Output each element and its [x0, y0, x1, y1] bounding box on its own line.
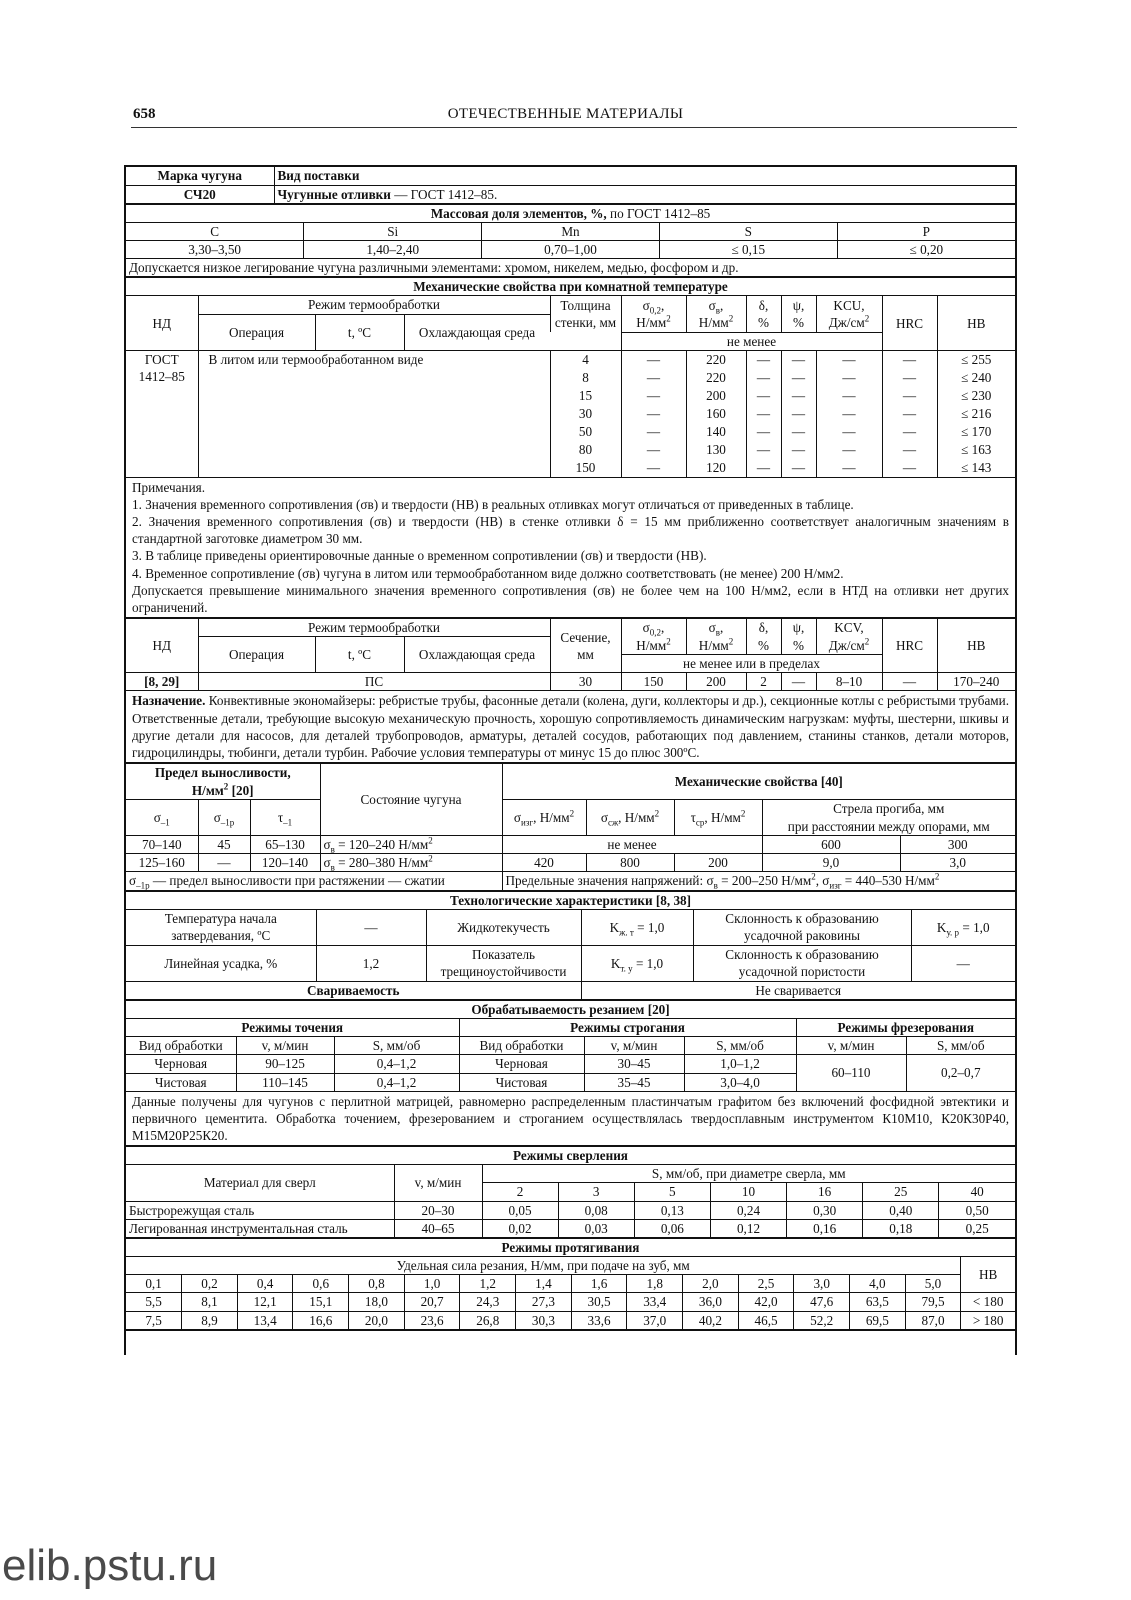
drill-feed-value: 0,40 — [863, 1201, 939, 1219]
mech1-cell-hb: ≤ 240 — [961, 369, 992, 385]
broach-feed: 2,0 — [683, 1275, 739, 1293]
broach-feed: 1,0 — [404, 1275, 460, 1293]
tech-title: Технологические характеристики [8, 38] — [126, 891, 1015, 909]
mach-row1-v1: 90–125 — [236, 1055, 334, 1073]
mech1-hrc-header: HRC — [882, 296, 937, 350]
composition-element: Si — [304, 222, 482, 240]
turning-title: Режимы точения — [126, 1019, 459, 1037]
mech2-nd-value: [8, 29] — [126, 673, 198, 691]
mech2-nd-header: НД — [126, 619, 198, 673]
drill-diameter: 5 — [634, 1183, 710, 1201]
tech-crack-label: Показатель трещиноустойчивости — [426, 945, 581, 981]
mech1-cell-hb: ≤ 170 — [961, 423, 992, 439]
composition-value: 3,30–3,50 — [126, 240, 304, 258]
mech2-temp-header: t, ºC — [315, 637, 404, 673]
drill-material: Легированная инструментальная сталь — [126, 1219, 394, 1237]
broach-feed: 0,6 — [293, 1275, 349, 1293]
composition-value: ≤ 0,20 — [837, 240, 1015, 258]
mech1-col-sb — [686, 350, 746, 477]
broach-feed: 0,2 — [182, 1275, 238, 1293]
mech2-kcv-value: 8–10 — [816, 673, 882, 691]
broach-force-value: 36,0 — [683, 1293, 739, 1311]
fatigue-deflection-header: Стрела прогиба, мм при расстоянии между опорами, мм — [762, 800, 1015, 836]
fatigue-footnote-left: $\sigma_{-1р}$ — предел выносливости при растяжении — сжатии — [126, 872, 502, 890]
mech1-cell-hb: ≤ 163 — [961, 441, 992, 457]
composition-title — [126, 204, 1015, 222]
note-line: Допускается превышение минимального значения временного сопротивления (σв) не более чем на 100 Н/мм2, если в НТД на отливки нет других ограничений. — [132, 582, 1009, 615]
fatigue-t1-header: $\tau_{-1}$ — [250, 800, 320, 836]
milling-s-value: 0,2–0,7 — [906, 1055, 1015, 1091]
mech1-cell-k: — — [842, 369, 856, 385]
broach-force-value: 26,8 — [460, 1311, 516, 1330]
mech1-cell-p: — — [791, 369, 806, 385]
composition-element: C — [126, 222, 304, 240]
mech1-cell-p: — — [791, 351, 806, 367]
broach-force-value: 33,6 — [571, 1311, 627, 1330]
mach-row1-s2: 1,0–1,2 — [684, 1055, 796, 1073]
tech-porosity-label: Склонность к образованию усадочной пористости — [693, 945, 911, 981]
running-title: ОТЕЧЕСТВЕННЫЕ МАТЕРИАЛЫ — [447, 106, 684, 122]
mech1-sb-header: $\sigma_в$, $Н/мм^2$ — [686, 296, 746, 332]
fatigue-val-300: 3,0 — [900, 854, 1015, 872]
broach-force-value: 30,3 — [516, 1311, 572, 1330]
mech1-cell-hb: ≤ 216 — [961, 405, 992, 421]
fatigue-row2-s1: 125–160 — [126, 854, 198, 872]
broach-force-value: 42,0 — [738, 1293, 794, 1311]
mech1-cell-sb: 140 — [706, 423, 726, 439]
machining-table — [126, 1000, 1015, 1146]
composition-title-rest: по ГОСТ 1412–85 — [606, 205, 711, 221]
mech2-delta-value: 2 — [746, 673, 781, 691]
composition-value: ≤ 0,15 — [659, 240, 837, 258]
mach-row1-kind2: Черновая — [459, 1055, 584, 1073]
composition-note: Допускается низкое легирование чугуна различными элементами: хромом, никелем, медью, фосфором и др. — [126, 259, 1015, 277]
planing-s-header: S, мм/об — [684, 1037, 796, 1055]
weld-value: Не сваривается — [581, 981, 1015, 999]
broach-feed: 1,6 — [571, 1275, 627, 1293]
mech1-operation-header: Операция — [198, 314, 315, 350]
mach-row2-s1: 0,4–1,2 — [334, 1073, 459, 1091]
mach-row1-s1: 0,4–1,2 — [334, 1055, 459, 1073]
tech-tstart-label: Температура начала затвердевания, ºC — [126, 909, 316, 945]
broach-force-value: 18,0 — [349, 1293, 405, 1311]
turning-v-header: v, м/мин — [236, 1037, 334, 1055]
mech1-operation-value: В литом или термообработанном виде — [198, 350, 550, 477]
composition-table — [126, 204, 1015, 278]
broach-feed: 5,0 — [905, 1275, 961, 1293]
mech1-cell-sb: 220 — [706, 351, 726, 367]
supply-rest: — ГОСТ 1412–85. — [390, 186, 498, 202]
supply-label: Вид поставки — [274, 167, 1015, 185]
drill-feed-value: 0,05 — [482, 1201, 558, 1219]
mech2-sb-value: 200 — [686, 673, 746, 691]
fatigue-sizg-header: $\sigma_{изг}$, $Н/мм^2$ — [502, 800, 586, 836]
composition-element: P — [837, 222, 1015, 240]
drill-feed-value: 0,30 — [787, 1201, 863, 1219]
tech-tstart-value: — — [316, 909, 426, 945]
tech-table — [126, 891, 1015, 1000]
mech1-nd-header: НД — [126, 296, 198, 350]
fatigue-mech-title: Механические свойства [40] — [502, 764, 1015, 800]
mech1-kcu-header: KCU, $Дж/см^2$ — [816, 296, 882, 332]
fatigue-row1-s1p: 45 — [198, 836, 250, 854]
mech1-cell-k: — — [842, 459, 856, 475]
broaching-title: Режимы протягивания — [126, 1238, 1015, 1256]
mech1-nd-value: ГОСТ 1412–85 — [126, 350, 198, 477]
broach-force-value: 46,5 — [738, 1311, 794, 1330]
broach-force-value: 69,5 — [850, 1311, 906, 1330]
mech1-cell-d: — — [756, 423, 771, 439]
broach-force-value: 20,0 — [349, 1311, 405, 1330]
mach-row2-kind2: Чистовая — [459, 1073, 584, 1091]
mech1-col-thickness — [550, 350, 621, 477]
mech1-cell-sb: 130 — [706, 441, 726, 457]
broach-force-value: 52,2 — [794, 1311, 850, 1330]
broach-force-value: 40,2 — [683, 1311, 739, 1330]
purpose-text: Конвективные экономайзеры: ребристые трубы, фасонные детали (колена, дуги, коллекторы и др.), секционные котлы с ребристыми трубами. Ответственные детали, требующие высокую механическую прочность, хорошую сопротивляемость динамическим нагрузкам: муфты, шестерни, шкивы и другие детали для насосов, для деталей трубопроводов, арматуры, деталей сосудов, работающих под давлением, станины станков, детали моторов, гидроцилиндры, тюбинги, детали турбин. Рабочие условия температуры от минус 15 до плюс 300ºC. — [132, 693, 1009, 760]
fatigue-row2-s1p: — — [198, 854, 250, 872]
mech1-col-psi — [781, 350, 816, 477]
mech1-col-hb — [937, 350, 1015, 477]
drilling-v-header: v, м/мин — [394, 1165, 482, 1201]
mech1-cell-sb: 120 — [706, 459, 726, 475]
mech1-cell-k: — — [842, 423, 856, 439]
broach-feed: 3,0 — [794, 1275, 850, 1293]
mech1-temp-header: t, ºC — [315, 314, 404, 350]
drill-feed-value: 0,16 — [787, 1219, 863, 1237]
purpose-label: Назначение. — [132, 693, 206, 709]
broach-feed: 4,0 — [850, 1275, 906, 1293]
mech1-cell-d: — — [756, 369, 771, 385]
broaching-header: Удельная сила резания, Н/мм, при подаче на зуб, мм — [126, 1257, 961, 1275]
drill-diameter: 25 — [863, 1183, 939, 1201]
mech1-thickness-header: Толщина стенки, мм — [550, 296, 621, 332]
fatigue-val-sszh: 800 — [586, 854, 674, 872]
planing-kind-header: Вид обработки — [459, 1037, 584, 1055]
broach-force-value: 23,6 — [404, 1311, 460, 1330]
mech1-s02-header: $\sigma_{0,2}$, $Н/мм^2$ — [621, 296, 686, 332]
planing-title: Режимы строгания — [459, 1019, 796, 1037]
broach-force-value: 15,1 — [293, 1293, 349, 1311]
broach-feed: 1,4 — [516, 1275, 572, 1293]
mech2-hb-header: HB — [937, 619, 1015, 673]
broach-force-value: 5,5 — [126, 1293, 182, 1311]
mech1-cell-s02: — — [646, 441, 661, 457]
fatigue-title: Предел выносливости, $Н/мм^2$ [20] — [126, 764, 320, 800]
mech1-cell-k: — — [842, 405, 856, 421]
milling-v-header: v, м/мин — [796, 1037, 906, 1055]
drill-feed-value: 0,50 — [939, 1201, 1015, 1219]
broach-force-value: 8,1 — [182, 1293, 238, 1311]
broach-hb-value: < 180 — [961, 1293, 1015, 1311]
grade-value: СЧ20 — [126, 185, 274, 203]
mech2-op-value: ПС — [198, 673, 550, 691]
broach-feed: 0,1 — [126, 1275, 182, 1293]
broach-force-value: 20,7 — [404, 1293, 460, 1311]
fatigue-dist-300: 300 — [900, 836, 1015, 854]
mech1-cell-hrc: — — [902, 369, 917, 385]
mech1-cell-d: — — [756, 459, 771, 475]
broach-force-value: 12,1 — [237, 1293, 293, 1311]
drill-feed-value: 0,02 — [482, 1219, 558, 1237]
tech-porosity-value: — — [911, 945, 1015, 981]
tech-linshrink-label: Линейная усадка, % — [126, 945, 316, 981]
composition-element: Mn — [482, 222, 660, 240]
mach-row2-v1: 110–145 — [236, 1073, 334, 1091]
mech1-psi-header: ψ, % — [781, 296, 816, 332]
drill-diameter: 2 — [482, 1183, 558, 1201]
fatigue-dist-600: 600 — [762, 836, 900, 854]
mech1-cell-t: 8 — [582, 369, 589, 385]
mech2-delta-header: δ, % — [746, 619, 781, 655]
mech1-cell-t: 150 — [575, 459, 596, 475]
mach-row1-v2: 30–45 — [584, 1055, 684, 1073]
supply-value — [274, 185, 1015, 203]
mech1-cell-hb: ≤ 255 — [961, 351, 992, 367]
mech1-cell-hrc: — — [902, 423, 917, 439]
mech1-cell-t: 50 — [578, 423, 593, 439]
fatigue-table — [126, 763, 1015, 890]
fatigue-row1-state: $\sigma_в = 120-240$ $Н/мм^2$ — [320, 836, 502, 854]
fatigue-sszh-header: $\sigma_{сж}$, $Н/мм^2$ — [586, 800, 674, 836]
mech2-s02-value: 150 — [621, 673, 686, 691]
drilling-table — [126, 1146, 1015, 1238]
machining-note: Данные получены для чугунов с перлитной матрицей, равномерно распределенным пластинчатым графитом без включений фосфидной эвтектики и первичного цементита. Обработка точением, фрезерованием и строганием осуществлялась твердосплавным инструментом К10М10, К20К30Р40, М15М20Р25К20. — [126, 1091, 1015, 1145]
fatigue-val-tsr: 200 — [674, 854, 762, 872]
milling-v-value: 60–110 — [796, 1055, 906, 1091]
mech1-cell-sb: 200 — [706, 387, 726, 403]
mech1-cell-d: — — [756, 441, 771, 457]
note-line: 1. Значения временного сопротивления (σв) и твердости (НВ) в реальных отливках могут отличаться от приведенных в таблице. — [132, 496, 854, 512]
mach-row2-kind: Чистовая — [126, 1073, 236, 1091]
broach-force-value: 37,0 — [627, 1311, 683, 1330]
composition-element: S — [659, 222, 837, 240]
milling-title: Режимы фрезерования — [796, 1019, 1015, 1037]
tech-fluidity-value: $K_{ж. т} = 1,0$ — [581, 909, 693, 945]
watermark: elib.pstu.ru — [2, 1541, 218, 1590]
fatigue-row2-t1: 120–140 — [250, 854, 320, 872]
mech1-cell-t: 80 — [578, 441, 593, 457]
turning-s-header: S, мм/об — [334, 1037, 459, 1055]
mech1-delta-header: δ, % — [746, 296, 781, 332]
mech2-psi-header: ψ, % — [781, 619, 816, 655]
drill-feed-value: 0,06 — [634, 1219, 710, 1237]
mech1-cell-hb: ≤ 143 — [961, 459, 992, 475]
broach-force-value: 30,5 — [571, 1293, 627, 1311]
mech1-regime-header: Режим термообработки — [198, 296, 550, 314]
tech-crack-value: $K_{т. у} = 1,0$ — [581, 945, 693, 981]
broach-force-value: 33,4 — [627, 1293, 683, 1311]
broach-force-value: 7,5 — [126, 1311, 182, 1330]
mach-row2-s2: 3,0–4,0 — [684, 1073, 796, 1091]
mech2-hrc-value: — — [882, 673, 937, 691]
tech-linshrink-value: 1,2 — [316, 945, 426, 981]
purpose-block — [126, 691, 1015, 763]
broach-feed: 0,4 — [237, 1275, 293, 1293]
broaching-hb-header: HB — [961, 1257, 1015, 1293]
broach-force-value: 87,0 — [905, 1311, 961, 1330]
broach-force-value: 47,6 — [794, 1293, 850, 1311]
mech2-psi-value: — — [781, 673, 816, 691]
mech1-cell-p: — — [791, 387, 806, 403]
fatigue-row1-s1: 70–140 — [126, 836, 198, 854]
mech1-cell-hrc: — — [902, 387, 917, 403]
tech-shrinkcav-label: Склонность к образованию усадочной раковины — [693, 909, 911, 945]
mech1-cell-hrc: — — [902, 405, 917, 421]
drill-feed-value: 0,03 — [558, 1219, 634, 1237]
mech2-section-value: 30 — [550, 673, 621, 691]
broach-force-value: 27,3 — [516, 1293, 572, 1311]
drill-feed-value: 0,25 — [939, 1219, 1015, 1237]
drill-material: Быстрорежущая сталь — [126, 1201, 394, 1219]
composition-value: 1,40–2,40 — [304, 240, 482, 258]
mech2-kcv-header: KCV, $Дж/см^2$ — [816, 619, 882, 655]
mech2-limits: не менее или в пределах — [621, 655, 882, 673]
mech2-s02-header: $\sigma_{0,2}$, $Н/мм^2$ — [621, 619, 686, 655]
mech1-cell-k: — — [842, 351, 856, 367]
mech1-cell-hrc: — — [902, 459, 917, 475]
mech1-cell-hrc: — — [902, 351, 917, 367]
mech1-cell-s02: — — [646, 369, 661, 385]
mech1-cell-t: 30 — [578, 405, 593, 421]
drill-feed-value: 0,12 — [710, 1219, 786, 1237]
mech1-cell-s02: — — [646, 405, 661, 421]
broach-hb-value: > 180 — [961, 1311, 1015, 1330]
mech1-medium-header: Охлаждающая среда — [404, 314, 550, 350]
fatigue-not-less: не менее — [502, 836, 762, 854]
broach-force-value: 8,9 — [182, 1311, 238, 1330]
note-line: 2. Значения временного сопротивления (σв) и твердости (НВ) в стенке отливки δ = 15 мм приближенно соответствует аналогичным значениям в стандартной заготовке диаметром 30 мм. — [132, 514, 1009, 547]
mech1-cell-hb: ≤ 230 — [961, 387, 992, 403]
fatigue-footnote-right: Предельные значения напряжений: $\sigma_в = 200-250$ $Н/мм^2$, $\sigma_{изг} = 440-530$ $Н/мм^2$ — [502, 872, 1015, 890]
tech-shrinkcav-value: $K_{у. р} = 1,0$ — [911, 909, 1015, 945]
drill-speed: 20–30 — [394, 1201, 482, 1219]
fatigue-row2-state: $\sigma_в = 280-380$ $Н/мм^2$ — [320, 854, 502, 872]
broach-feed: 2,5 — [738, 1275, 794, 1293]
drill-diameter: 3 — [558, 1183, 634, 1201]
mech1-col-hrc — [882, 350, 937, 477]
fatigue-row1-t1: 65–130 — [250, 836, 320, 854]
mech2-hrc-header: HRC — [882, 619, 937, 673]
mech1-col-kcu — [816, 350, 882, 477]
fatigue-val-600: 9,0 — [762, 854, 900, 872]
mech1-cell-k: — — [842, 441, 856, 457]
page-number: 658 — [133, 106, 156, 122]
broach-feed: 1,8 — [627, 1275, 683, 1293]
mach-row1-kind: Черновая — [126, 1055, 236, 1073]
mech1-cell-t: 4 — [582, 351, 589, 367]
composition-value: 0,70–1,00 — [482, 240, 660, 258]
drilling-title: Режимы сверления — [126, 1147, 1015, 1165]
mech1-cell-p: — — [791, 423, 806, 439]
fatigue-tsr-header: $\tau_{ср}$, $Н/мм^2$ — [674, 800, 762, 836]
mech-table-1 — [126, 277, 1015, 618]
mech1-cell-p: — — [791, 459, 806, 475]
mech1-cell-sb: 220 — [706, 369, 726, 385]
mech1-cell-k: — — [842, 387, 856, 403]
drill-diameter: 10 — [710, 1183, 786, 1201]
supply-bold: Чугунные отливки — [277, 186, 391, 202]
grade-label: Марка чугуна — [126, 167, 274, 185]
broach-feed: 0,8 — [349, 1275, 405, 1293]
mech1-col-delta — [746, 350, 781, 477]
planing-v-header: v, м/мин — [584, 1037, 684, 1055]
mech1-cell-hrc: — — [902, 441, 917, 457]
mech2-sb-header: $\sigma_в$, $Н/мм^2$ — [686, 619, 746, 655]
machining-title: Обрабатываемость резанием [20] — [126, 1000, 1015, 1018]
broach-force-value: 63,5 — [850, 1293, 906, 1311]
mech1-cell-t: 15 — [578, 387, 593, 403]
mech1-cell-p: — — [791, 441, 806, 457]
mech1-cell-d: — — [756, 351, 771, 367]
drill-feed-value: 0,08 — [558, 1201, 634, 1219]
broach-force-value: 79,5 — [905, 1293, 961, 1311]
fatigue-state-header: Состояние чугуна — [320, 764, 502, 836]
mech2-operation-header: Операция — [198, 637, 315, 673]
drill-feed-value: 0,13 — [634, 1201, 710, 1219]
mech1-title: Механические свойства при комнатной температуре — [126, 278, 1015, 296]
mech1-not-less: не менее — [621, 332, 882, 350]
mech1-cell-d: — — [756, 405, 771, 421]
mech1-cell-s02: — — [646, 387, 661, 403]
broach-force-value: 24,3 — [460, 1293, 516, 1311]
weld-label: Свариваемость — [126, 981, 581, 999]
broach-feed: 1,2 — [460, 1275, 516, 1293]
fatigue-s1p-header: $\sigma_{-1р}$ — [198, 800, 250, 836]
drilling-material-header: Материал для сверл — [126, 1165, 394, 1201]
mech1-cell-d: — — [756, 387, 771, 403]
drill-speed: 40–65 — [394, 1219, 482, 1237]
mech1-cell-s02: — — [646, 459, 661, 475]
mech2-medium-header: Охлаждающая среда — [404, 637, 550, 673]
mach-row2-v2: 35–45 — [584, 1073, 684, 1091]
mech-table-2 — [126, 618, 1015, 763]
fatigue-val-sizg: 420 — [502, 854, 586, 872]
composition-title-bold: Массовая доля элементов, %, — [430, 205, 607, 221]
note-line: 4. Временное сопротивление (σв) чугуна в литом или термообработанном виде должно соответствовать (не менее) 200 Н/мм2. — [132, 565, 844, 581]
drill-feed-value: 0,18 — [863, 1219, 939, 1237]
mech2-regime-header: Режим термообработки — [198, 619, 550, 637]
turning-kind-header: Вид обработки — [126, 1037, 236, 1055]
fatigue-s1-header: $\sigma_{-1}$ — [126, 800, 198, 836]
mech1-cell-s02: — — [646, 351, 661, 367]
broaching-table — [126, 1238, 1015, 1331]
mech1-cell-s02: — — [646, 423, 661, 439]
broach-force-value: 16,6 — [293, 1311, 349, 1330]
mech2-section-header: Сечение, мм — [550, 619, 621, 673]
material-datasheet — [124, 165, 1017, 1355]
mech1-cell-sb: 160 — [706, 405, 726, 421]
drill-diameter: 40 — [939, 1183, 1015, 1201]
drill-feed-value: 0,24 — [710, 1201, 786, 1219]
mech2-hb-value: 170–240 — [937, 673, 1015, 691]
mech1-col-s02 — [621, 350, 686, 477]
note-line: 3. В таблице приведены ориентировочные данные о временном сопротивлении (σв) и твердости (НВ). — [132, 548, 707, 564]
notes-block — [126, 477, 1015, 617]
header-rule — [131, 127, 1017, 128]
tech-fluidity-label: Жидкотекучесть — [426, 909, 581, 945]
milling-s-header: S, мм/об — [906, 1037, 1015, 1055]
drill-diameter: 16 — [787, 1183, 863, 1201]
drilling-s-header: S, мм/об, при диаметре сверла, мм — [482, 1165, 1015, 1183]
mech1-hb-header: HB — [937, 296, 1015, 350]
mech1-thickness-unit — [550, 332, 621, 350]
grade-table — [126, 167, 1015, 204]
note-line: Примечания. — [132, 479, 206, 495]
mech1-cell-p: — — [791, 405, 806, 421]
broach-force-value: 13,4 — [237, 1311, 293, 1330]
